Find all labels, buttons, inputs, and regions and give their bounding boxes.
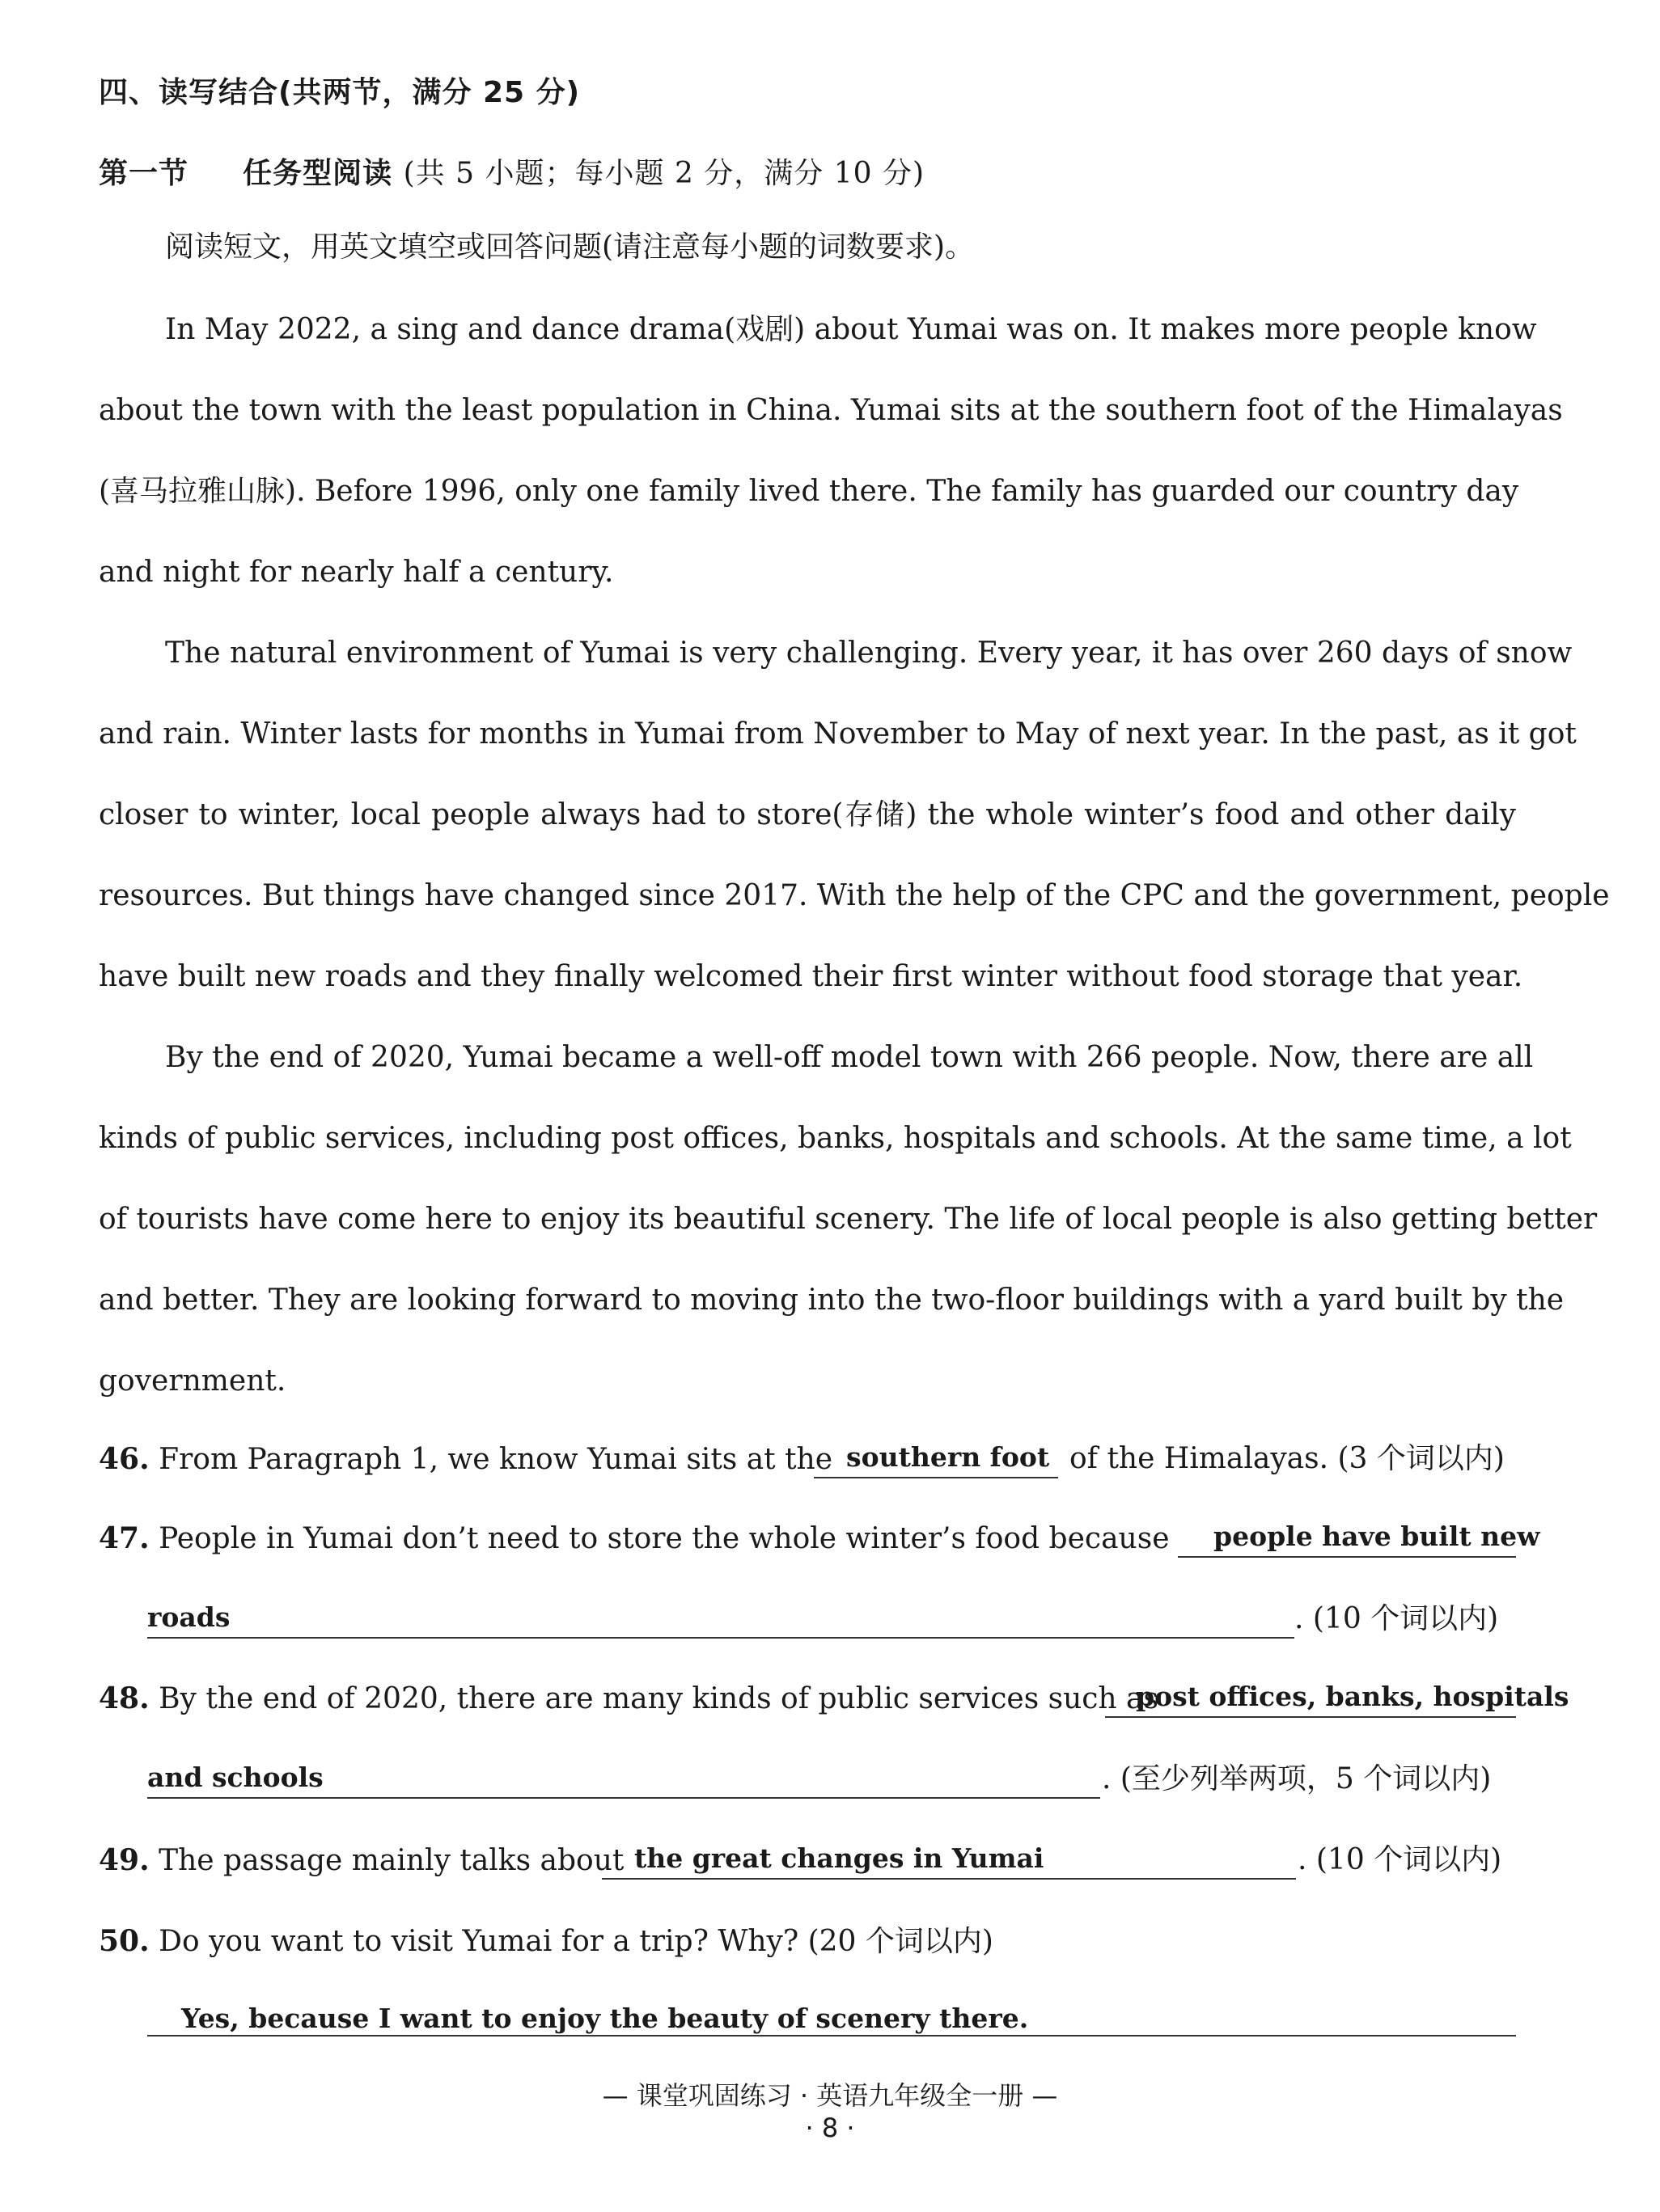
passage-line: about the town with the least population in China. Yumai sits at the southern foot of the Himalayas <box>99 394 1563 427</box>
subsection-label: 第一节 <box>99 157 189 190</box>
answer-48-line2: and schools <box>147 1762 324 1793</box>
subsection-title: 任务型阅读 <box>243 157 393 190</box>
question-46-tail: of the Himalayas. (3 个词以内) <box>1069 1442 1505 1475</box>
answer-line <box>147 2035 1516 2036</box>
answer-line <box>1105 1716 1516 1718</box>
footer-book-title: — 课堂巩固练习 · 英语九年级全一册 — <box>602 2080 1058 2111</box>
question-48-tail: . (至少列举两项，5 个词以内) <box>1102 1762 1492 1795</box>
passage-line: and better. They are looking forward to moving into the two-floor buildings with a yard built by the <box>99 1284 1565 1317</box>
passage-line: of tourists have come here to enjoy its beautiful scenery. The life of local people is also getting better <box>99 1203 1598 1236</box>
passage-line: (喜马拉雅山脉). Before 1996, only one family lived there. The family has guarded our country day <box>99 475 1519 508</box>
question-48 <box>99 1681 1158 1717</box>
instruction: 阅读短文，用英文填空或回答问题(请注意每小题的词数要求)。 <box>165 231 975 264</box>
question-47 <box>99 1520 1170 1557</box>
question-number: 46. <box>99 1442 150 1476</box>
passage-line: have built new roads and they finally welcomed their first winter without food storage that year. <box>99 960 1523 993</box>
question-49-tail: . (10 个词以内) <box>1298 1843 1502 1876</box>
answer-line <box>814 1477 1058 1478</box>
passage-line: government. <box>99 1364 286 1398</box>
passage-line: The natural environment of Yumai is very challenging. Every year, it has over 260 days of snow <box>165 637 1573 670</box>
answer-line <box>147 1637 1294 1639</box>
passage-line: and rain. Winter lasts for months in Yumai from November to May of next year. In the past, as it got <box>99 717 1577 751</box>
answer-46: southern foot <box>846 1441 1050 1473</box>
question-46 <box>99 1441 832 1478</box>
answer-47-line2: roads <box>147 1601 231 1633</box>
answer-line <box>1178 1556 1516 1558</box>
answer-line <box>602 1878 1296 1880</box>
answer-line <box>147 1797 1100 1799</box>
subsection-heading <box>99 150 925 192</box>
question-number: 49. <box>99 1843 150 1877</box>
question-49 <box>99 1842 624 1879</box>
page-number: · 8 · <box>805 2113 855 2143</box>
answer-50: Yes, because I want to enjoy the beauty of scenery there. <box>181 2003 1029 2034</box>
question-50 <box>99 1923 993 1960</box>
question-text: People in Yumai don’t need to store the whole winter’s food because <box>159 1522 1170 1555</box>
question-text: By the end of 2020, there are many kinds of public services such as <box>159 1682 1158 1715</box>
answer-47-line1: people have built new <box>1213 1520 1540 1552</box>
question-47-tail: . (10 个词以内) <box>1294 1602 1499 1635</box>
question-text: From Paragraph 1, we know Yumai sits at the <box>159 1443 833 1476</box>
subsection-note: (共 5 小题；每小题 2 分，满分 10 分) <box>403 157 925 190</box>
passage-line: By the end of 2020, Yumai became a well-off model town with 266 people. Now, there are all <box>165 1041 1534 1074</box>
question-number: 48. <box>99 1681 150 1715</box>
passage-line: closer to winter, local people always had to store(存储) the whole winter’s food and other daily <box>99 798 1516 831</box>
question-number: 50. <box>99 1924 150 1958</box>
section-heading: 四、读写结合(共两节，满分 25 分) <box>99 76 581 109</box>
passage-line: resources. But things have changed since 2017. With the help of the CPC and the government, people <box>99 879 1610 912</box>
answer-49: the great changes in Yumai <box>634 1842 1044 1874</box>
passage-line: and night for nearly half a century. <box>99 556 614 589</box>
passage-line: In May 2022, a sing and dance drama(戏剧) about Yumai was on. It makes more people know <box>165 313 1537 346</box>
passage-line: kinds of public services, including post offices, banks, hospitals and schools. At the same time, a lot <box>99 1122 1572 1155</box>
question-text: The passage mainly talks about <box>159 1844 625 1877</box>
question-text: Do you want to visit Yumai for a trip? Why? (20 个词以内) <box>159 1925 993 1958</box>
question-number: 47. <box>99 1521 150 1555</box>
answer-48-line1: post offices, banks, hospitals <box>1136 1681 1569 1712</box>
